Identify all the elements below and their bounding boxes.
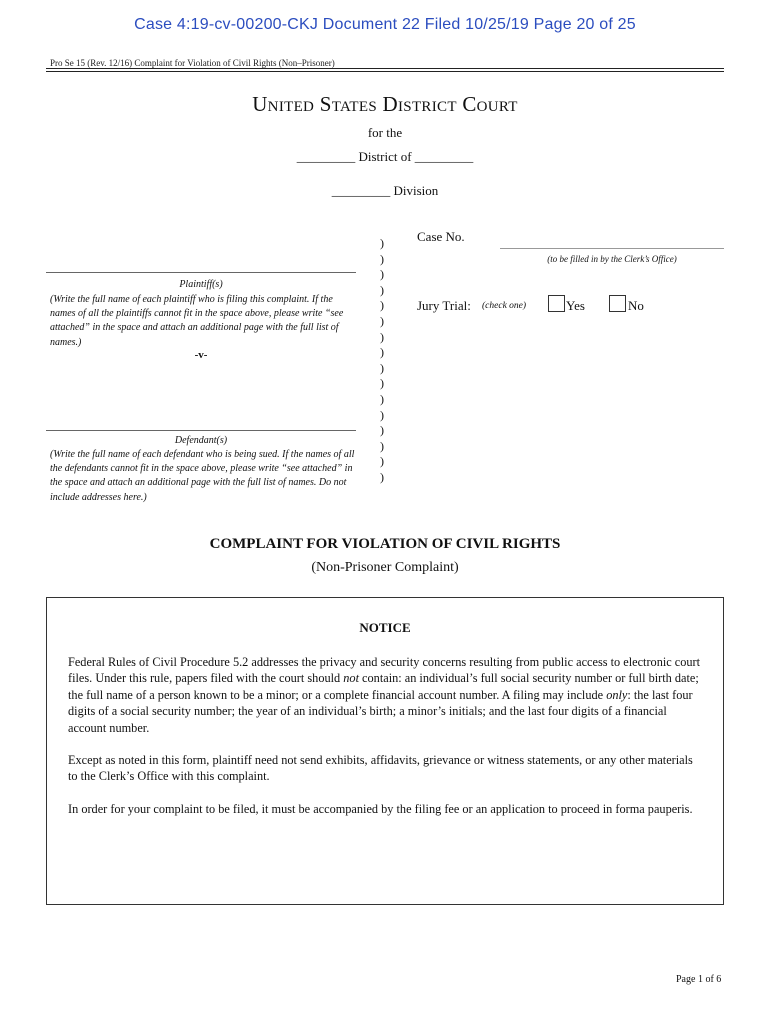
notice-p1-part-b: contain: an individual’s full social security number or full birth date; the full name of a person known to be a minor; or a complete financial account number. A filing may include bbox=[68, 671, 699, 702]
form-identifier: Pro Se 15 (Rev. 12/16) Complaint for Violation of Civil Rights (Non–Prisoner) bbox=[50, 58, 335, 68]
caption-paren-column bbox=[380, 236, 384, 486]
jury-no-checkbox[interactable] bbox=[609, 295, 626, 312]
caption-paren: ) bbox=[380, 391, 384, 406]
defendant-instructions: (Write the full name of each defendant who is being sued. If the names of all the defendants cannot fit in the space above, please write “see attached” in the space and attach an additional page with the full list of names. Do not include addresses here.) bbox=[50, 449, 355, 503]
notice-privacy-paragraph bbox=[68, 654, 704, 736]
caption-paren: ) bbox=[380, 282, 384, 297]
complaint-subtitle: (Non-Prisoner Complaint) bbox=[311, 560, 459, 575]
notice-exhibits-paragraph: Except as noted in this form, plaintiff need not send exhibits, affidavits, grievance or witness statements, or any other materials to the Clerk’s Office with this complaint. bbox=[68, 753, 693, 784]
caption-paren: ) bbox=[380, 360, 384, 375]
caption-paren: ) bbox=[380, 407, 384, 422]
notice-p1-part-a: Federal Rules of Civil Procedure 5.2 addresses the privacy and security concerns resulting from public access to electronic court files. Under this rule, papers filed with the court should bbox=[68, 655, 701, 686]
plaintiff-name-line[interactable] bbox=[46, 272, 356, 273]
caption-paren: ) bbox=[380, 298, 384, 313]
district-line: _________ District of _________ bbox=[296, 149, 474, 164]
page-number: Page 1 of 6 bbox=[676, 974, 722, 985]
notice-p1-part-c: : the last four digits of a social security number; the year of an individual’s birth; a minor’s initials; and the last four digits of a financial account number. bbox=[68, 687, 693, 735]
header-rule-double bbox=[46, 71, 724, 72]
caption-paren: ) bbox=[380, 345, 384, 360]
jury-yes-checkbox[interactable] bbox=[548, 295, 565, 312]
case-number-note: (to be filled in by the Clerk’s Office) bbox=[547, 254, 677, 264]
caption-paren: ) bbox=[380, 454, 384, 469]
complaint-title: COMPLAINT FOR VIOLATION OF CIVIL RIGHTS bbox=[209, 536, 561, 552]
jury-yes-label: Yes bbox=[566, 298, 585, 313]
defendant-name-line[interactable] bbox=[46, 430, 356, 431]
notice-p1-not-emphasis: not bbox=[343, 671, 359, 686]
jury-no-label: No bbox=[628, 298, 644, 313]
jury-check-note: (check one) bbox=[482, 301, 527, 311]
court-title: United States District Court bbox=[252, 92, 518, 116]
notice-filing-fee-paragraph: In order for your complaint to be filed, it must be accompanied by the filing fee or an application to proceed in forma pauperis. bbox=[68, 802, 693, 816]
caption-paren: ) bbox=[380, 267, 384, 282]
caption-paren: ) bbox=[380, 376, 384, 391]
case-number-field[interactable] bbox=[500, 248, 724, 249]
caption-paren: ) bbox=[380, 423, 384, 438]
versus-mark: -v- bbox=[194, 349, 208, 361]
filing-stamp: Case 4:19-cv-00200-CKJ Document 22 Filed 10/25/19 Page 20 of 25 bbox=[134, 16, 636, 33]
plaintiff-label: Plaintiff(s) bbox=[179, 279, 223, 290]
caption-paren: ) bbox=[380, 469, 384, 484]
jury-trial-label: Jury Trial: bbox=[417, 298, 471, 313]
header-rule bbox=[46, 68, 724, 69]
caption-paren: ) bbox=[380, 236, 384, 250]
caption-paren: ) bbox=[380, 313, 384, 328]
notice-p1-only-emphasis: only bbox=[606, 687, 628, 702]
division-line: _________ Division bbox=[331, 183, 439, 198]
plaintiff-instructions: (Write the full name of each plaintiff who is filing this complaint. If the names of all the plaintiffs cannot fit in the space above, please write “see attached” in the space and attach an additional page with the full list of names.) bbox=[50, 294, 344, 348]
caption-paren: ) bbox=[380, 251, 384, 266]
notice-heading: NOTICE bbox=[359, 620, 411, 635]
case-number-label: Case No. bbox=[417, 229, 465, 244]
caption-paren: ) bbox=[380, 329, 384, 344]
caption-paren: ) bbox=[380, 438, 384, 453]
for-the-text: for the bbox=[367, 125, 403, 140]
notice-box bbox=[46, 597, 724, 905]
defendant-label: Defendant(s) bbox=[174, 435, 228, 446]
